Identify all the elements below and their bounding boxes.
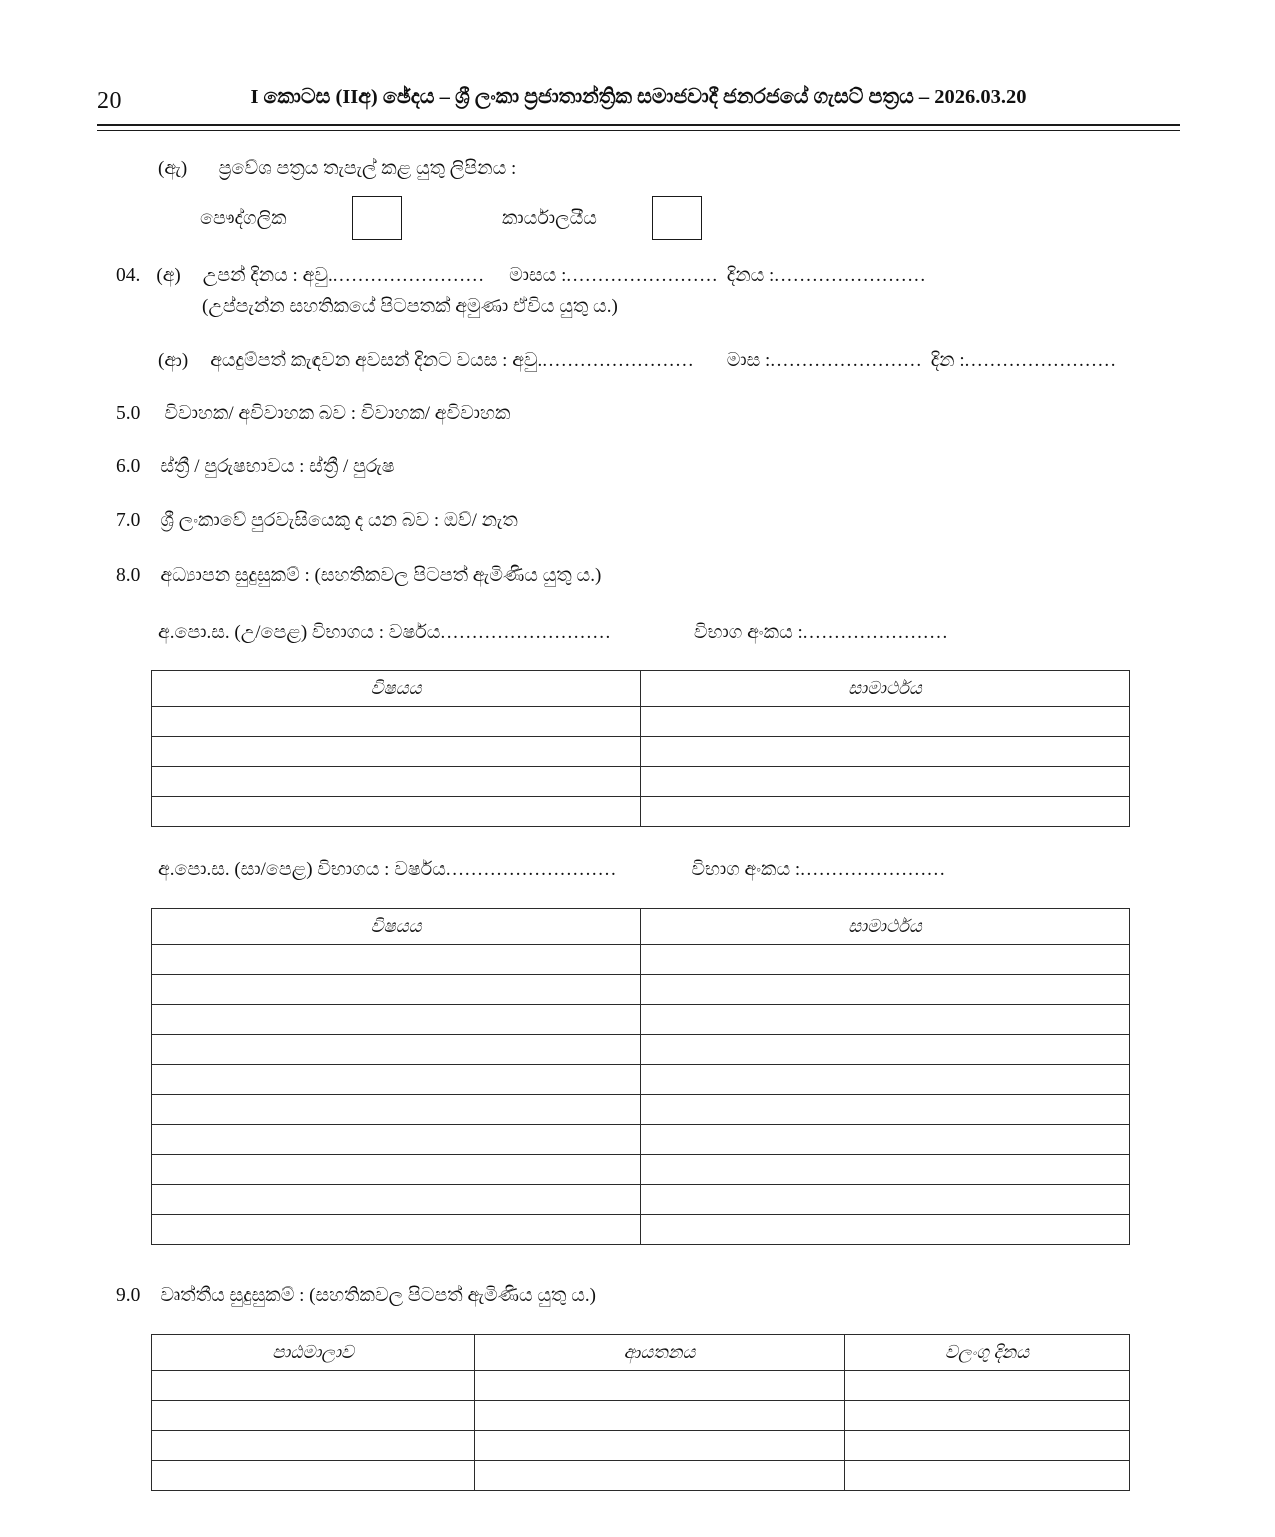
ol-cell-grade[interactable] [641,1155,1130,1185]
table-row [152,737,1130,767]
ol-exam-year-dots[interactable]: ........................... [445,859,618,880]
item-ae-marker: (ඇ) [158,158,188,179]
item-04-age-day-dots[interactable]: ........................ [964,350,1118,371]
al-col-subject: විෂයය [152,671,641,707]
item-08-text: අධ්‍යාපන සුදුසුකම් : (සහතිකවල පිටපත් ඇමිණිය යුතු ය.) [160,565,602,586]
pq-cell-institute[interactable] [475,1401,845,1431]
table-row [152,945,1130,975]
item-04-age-day-label: දින : [930,350,965,371]
ol-cell-subject[interactable] [152,1005,641,1035]
al-exam-line [158,619,949,647]
pq-cell-course[interactable] [152,1401,475,1431]
ol-col-subject: විෂයය [152,909,641,945]
pq-cell-valid-date[interactable] [845,1461,1130,1491]
pq-cell-institute[interactable] [475,1371,845,1401]
item-04-day-label: දිනය : [726,265,775,286]
item-06-text: ස්ත්‍රී / පුරුෂභාවය : ස්ත්‍රී / පුරුෂ [160,456,395,477]
table-row [152,707,1130,737]
table-row [152,1035,1130,1065]
table-row [152,1065,1130,1095]
ol-cell-grade[interactable] [641,1125,1130,1155]
item-04-sub-a-marker: (අ) [156,265,181,286]
ol-index-label: විභාග අංකය : [691,859,801,880]
pq-col-valid-date: වලංගු දිනය [845,1335,1130,1371]
table-row [152,767,1130,797]
ol-col-grade: සාමාර්ථය [641,909,1130,945]
ol-cell-grade[interactable] [641,1095,1130,1125]
item-04-age-month-label: මාස : [726,350,771,371]
pq-cell-valid-date[interactable] [845,1371,1130,1401]
ol-cell-grade[interactable] [641,975,1130,1005]
item-04-sub-aa [158,347,1117,375]
al-cell-grade[interactable] [641,797,1130,827]
ol-cell-subject[interactable] [152,1095,641,1125]
table-row [152,975,1130,1005]
ol-cell-subject[interactable] [152,1155,641,1185]
item-08-number: 8.0 [116,565,141,586]
al-subjects-table-wrap [151,670,1130,827]
checkbox-personal[interactable] [352,196,402,240]
item-04-day-dots[interactable]: ........................ [774,265,927,286]
pq-table-header-row [152,1335,1130,1371]
ol-table-header-row [152,909,1130,945]
table-row [152,1125,1130,1155]
al-index-label: විභාග අංකය : [693,622,803,643]
item-04-birthdate-label: උපන් දිනය : අවු. [202,265,333,286]
pq-cell-course[interactable] [152,1461,475,1491]
ol-exam-line [158,856,946,884]
ol-cell-subject[interactable] [152,1065,641,1095]
header-divider-rule [97,124,1180,131]
item-08 [116,562,601,590]
item-07-number: 7.0 [116,510,141,531]
item-05-number: 5.0 [116,403,141,424]
al-exam-year-dots[interactable]: ........................... [440,622,612,643]
item-07 [116,507,518,535]
al-index-dots[interactable]: ....................... [802,622,949,643]
table-row [152,1431,1130,1461]
item-ae-text: ප්‍රවේශ පත්‍රය තැපැල් කළ යුතු ලිපිනය : [218,158,517,179]
pq-cell-course[interactable] [152,1431,475,1461]
item-07-text: ශ්‍රී ලංකාවේ පුරවැසියෙකු ද යන බව : ඔව්/ නැත [160,510,518,531]
table-row [152,1095,1130,1125]
item-04-birth-certificate-note: (උප්පැන්න සහතිකයේ පිටපතක් අමුණා ඒවිය යුතු ය.) [202,296,618,318]
ol-cell-grade[interactable] [641,945,1130,975]
ol-cell-subject[interactable] [152,1035,641,1065]
item-09-text: වෘත්තීය සුදුසුකම් : (සහතිකවල පිටපත් ඇමිණිය යුතු ය.) [160,1285,596,1306]
item-04-age-label: අයදුම්පත් කැඳවන අවසන් දිනට වයස : අවු. [210,350,543,371]
item-05 [116,400,510,428]
item-06-number: 6.0 [116,456,141,477]
al-exam-label: අ.පො.ස. (උ/පෙළ) විභාගය : වර්ෂය [158,622,441,643]
page-number: 20 [97,88,122,114]
page-header [97,86,1180,130]
pq-col-course: පාඨමාලාව [152,1335,475,1371]
al-cell-subject[interactable] [152,767,641,797]
item-04-number: 04. [116,265,141,286]
ol-cell-subject[interactable] [152,1185,641,1215]
professional-qualifications-table [151,1334,1130,1491]
pq-cell-course[interactable] [152,1371,475,1401]
option-official-label: කාර්යාලයීය [502,208,597,229]
al-cell-grade[interactable] [641,767,1130,797]
mailing-address-type-row [200,196,760,248]
ol-cell-grade[interactable] [641,1215,1130,1245]
table-row [152,1461,1130,1491]
ol-cell-subject[interactable] [152,1215,641,1245]
item-09-number: 9.0 [116,1285,141,1306]
ol-cell-subject[interactable] [152,1125,641,1155]
ol-cell-grade[interactable] [641,1185,1130,1215]
al-subjects-table [151,670,1130,827]
checkbox-official[interactable] [652,196,702,240]
al-cell-subject[interactable] [152,797,641,827]
table-row [152,1215,1130,1245]
pq-cell-institute[interactable] [475,1431,845,1461]
al-col-grade: සාමාර්ථය [641,671,1130,707]
pq-col-institute: ආයතනය [475,1335,845,1371]
item-04-month-label: මාසය : [509,265,567,286]
ol-cell-subject[interactable] [152,975,641,1005]
ol-subjects-table [151,908,1130,1245]
ol-subjects-table-wrap [151,908,1130,1245]
item-ae-line [158,155,516,183]
professional-qualifications-table-wrap [151,1334,1130,1491]
table-row [152,797,1130,827]
table-row [152,1185,1130,1215]
item-05-text: විවාහක/ අවිවාහක බව : විවාහක/ අවිවාහක [164,403,511,424]
item-06 [116,453,395,481]
item-04-month-dots[interactable]: ........................ [566,265,719,286]
pq-cell-valid-date[interactable] [845,1431,1130,1461]
al-table-header-row [152,671,1130,707]
ol-cell-subject[interactable] [152,945,641,975]
table-row [152,1401,1130,1431]
item-04-age-year-dots[interactable]: ........................ [542,350,695,371]
table-row [152,1371,1130,1401]
ol-index-dots[interactable]: ....................... [800,859,947,880]
al-cell-subject[interactable] [152,737,641,767]
item-04-age-month-dots[interactable]: ........................ [770,350,923,371]
al-cell-grade[interactable] [641,737,1130,767]
pq-cell-valid-date[interactable] [845,1401,1130,1431]
gazette-header-title: I කොටස (IIඅ) ඡේදය – ශ්‍රී ලංකා ප්‍රජාතාන්ත්‍රික සමාජවාදී ජනරජයේ ගැසට් පත්‍රය – 2026.03.20 [250,86,1027,108]
pq-cell-institute[interactable] [475,1461,845,1491]
option-personal-label: පෞද්ගලික [200,208,287,229]
item-04-sub-aa-marker: (ආ) [158,350,189,371]
item-04-year-dots[interactable]: ........................ [332,265,486,286]
ol-exam-label: අ.පො.ස. (සා/පෙළ) විභාගය : වර්ෂය [158,859,446,880]
al-cell-grade[interactable] [641,707,1130,737]
ol-cell-grade[interactable] [641,1065,1130,1095]
ol-cell-grade[interactable] [641,1035,1130,1065]
al-cell-subject[interactable] [152,707,641,737]
ol-cell-grade[interactable] [641,1005,1130,1035]
table-row [152,1005,1130,1035]
item-04 [116,262,927,321]
item-09 [116,1282,596,1310]
table-row [152,1155,1130,1185]
